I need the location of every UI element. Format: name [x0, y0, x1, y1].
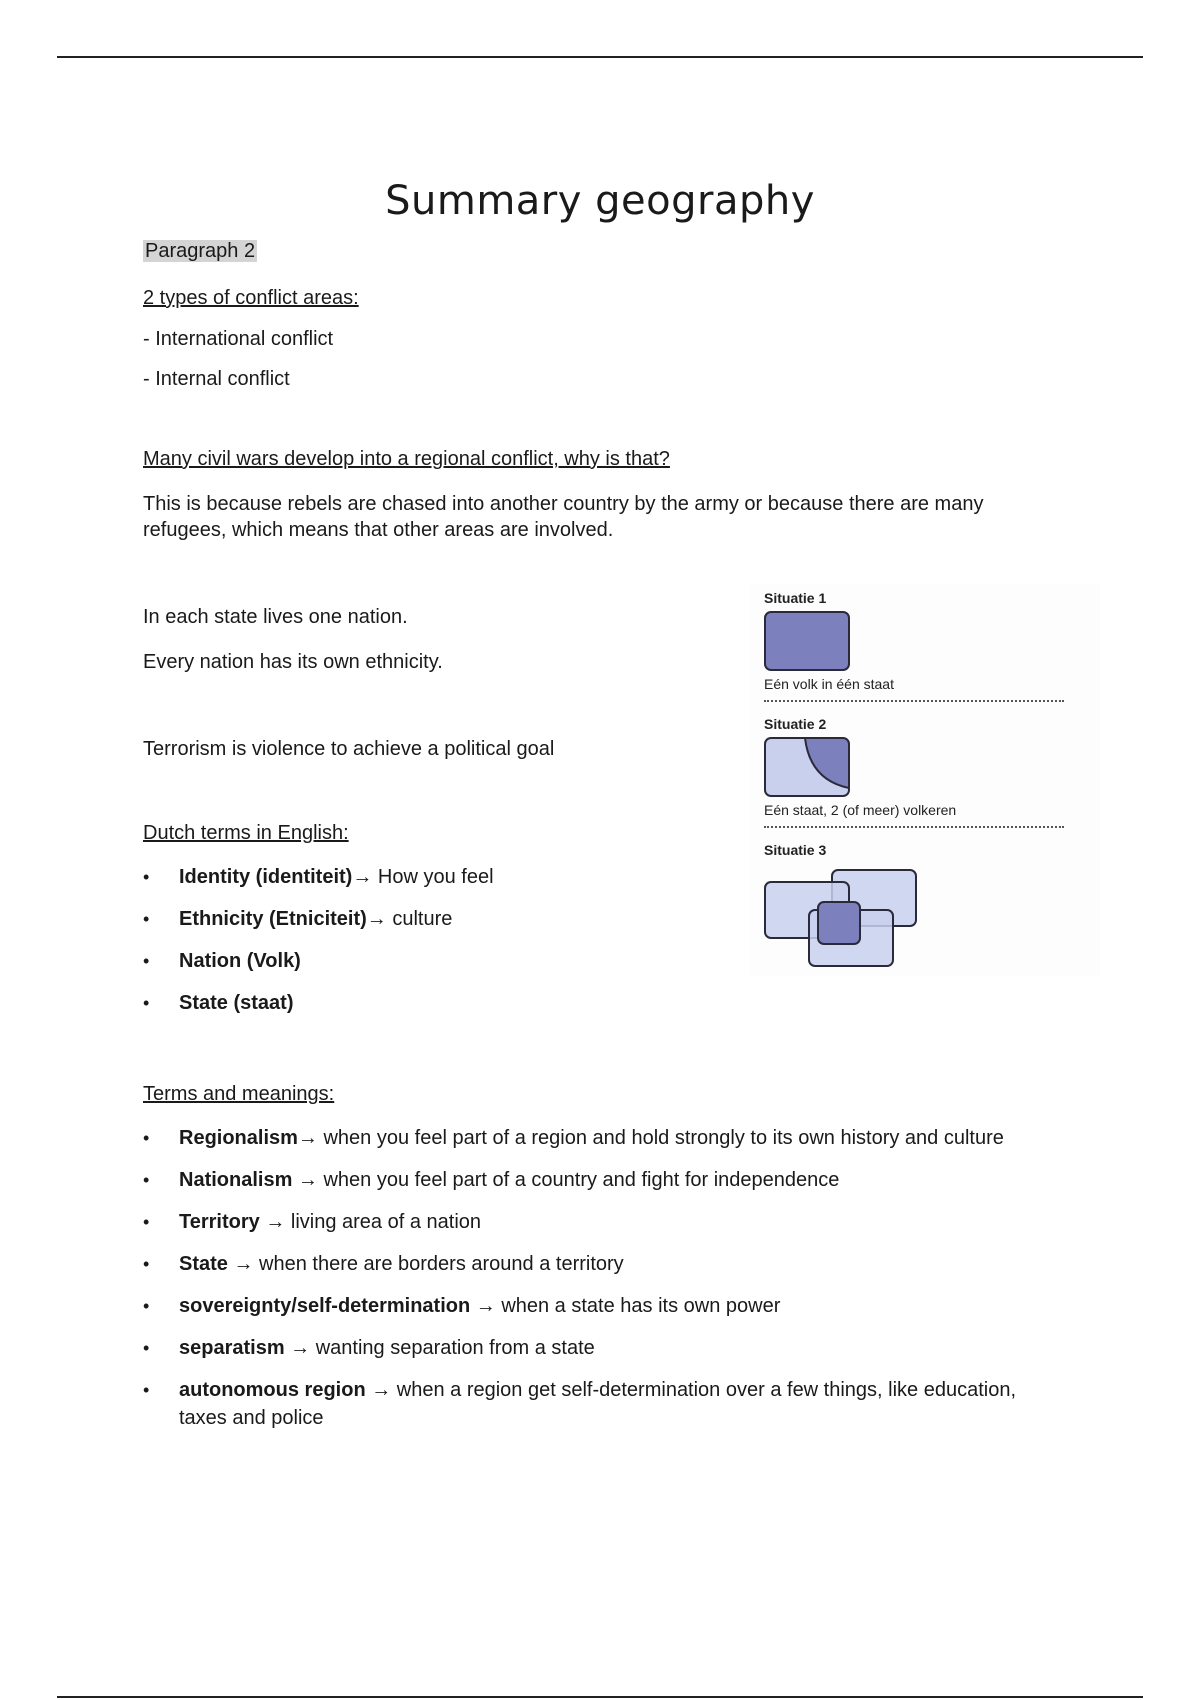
- list-item: • autonomous region → when a region get self-determination over a few things, like education, taxes and police: [143, 1376, 1043, 1432]
- list-item: • State (staat): [143, 989, 1043, 1017]
- list-item: • State → when there are borders around a territory: [143, 1250, 1043, 1278]
- situation-caption: Eén staat, 2 (of meer) volkeren: [764, 802, 957, 818]
- header-rule: [57, 56, 1143, 58]
- list-item: • Territory → living area of a nation: [143, 1208, 1043, 1236]
- situations-figure: [750, 584, 1100, 976]
- statement: In each state lives one nation.: [143, 606, 408, 628]
- situation-heading: Situatie 1: [764, 590, 827, 606]
- conflict-type-item: - Internal conflict: [143, 368, 290, 390]
- situation-caption: Eén volk in één staat: [764, 676, 894, 692]
- list-item: • Regionalism→ when you feel part of a region and hold strongly to its own history and culture: [143, 1124, 1043, 1152]
- list-item: • Identity (identiteit)→ How you feel: [143, 863, 1043, 891]
- arrow-icon: →: [366, 908, 387, 930]
- list-item: • Nationalism → when you feel part of a country and fight for independence: [143, 1166, 1043, 1194]
- conflict-type-item: - International conflict: [143, 328, 334, 350]
- situation-1-state-box: [765, 612, 849, 670]
- list-item: • separatism → wanting separation from a state: [143, 1334, 1043, 1362]
- statement: Every nation has its own ethnicity.: [143, 651, 443, 673]
- arrow-icon: →: [475, 1295, 496, 1317]
- conflict-types-heading: 2 types of conflict areas:: [143, 287, 359, 309]
- arrow-icon: →: [352, 866, 373, 888]
- paragraph-label: Paragraph 2: [145, 240, 256, 262]
- arrow-icon: →: [265, 1211, 286, 1233]
- situation-heading: Situatie 3: [764, 842, 827, 858]
- situation-3-diagram: [765, 870, 916, 966]
- situation-heading: Situatie 2: [764, 716, 827, 732]
- situations-diagram: [750, 584, 1100, 976]
- civil-wars-question: Many civil wars develop into a regional conflict, why is that?: [143, 448, 670, 470]
- terms-meanings-list: [143, 1124, 1043, 1432]
- civil-wars-answer: This is because rebels are chased into another country by the army or because there are many refugees, which means that other areas are involved.: [143, 493, 984, 541]
- terms-meanings-heading: Terms and meanings:: [143, 1083, 335, 1105]
- arrow-icon: →: [297, 1127, 318, 1149]
- list-item: • Ethnicity (Etniciteit)→ culture: [143, 905, 1043, 933]
- footer-rule: [57, 1696, 1143, 1698]
- arrow-icon: →: [290, 1337, 311, 1359]
- list-item: • Nation (Volk): [143, 947, 1043, 975]
- dutch-terms-heading: Dutch terms in English:: [143, 822, 349, 844]
- page-title: Summary geography: [385, 178, 815, 224]
- arrow-icon: →: [233, 1253, 254, 1275]
- arrow-icon: →: [371, 1379, 392, 1401]
- statement: Terrorism is violence to achieve a political goal: [143, 738, 555, 760]
- arrow-icon: →: [297, 1169, 318, 1191]
- situation-2-diagram: [765, 738, 849, 796]
- list-item: • sovereignty/self-determination → when a state has its own power: [143, 1292, 1043, 1320]
